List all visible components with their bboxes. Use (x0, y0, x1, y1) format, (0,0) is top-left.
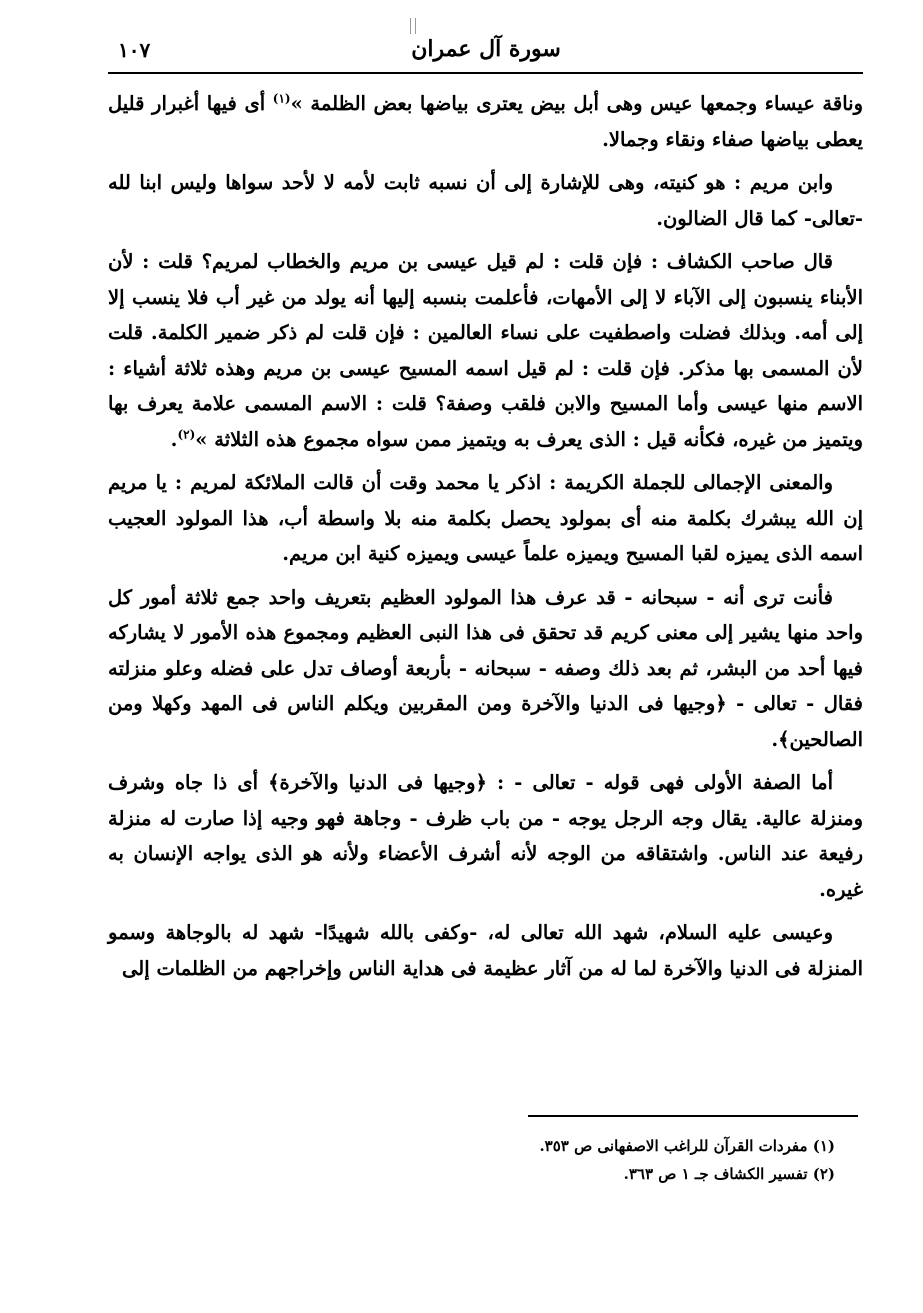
header-divider (108, 72, 863, 74)
footnote-divider (528, 1115, 858, 1117)
paragraph-text: أى فيها أغبرار قليل يعطى بياضها صفاء ونقاء وجمالا. (108, 92, 863, 151)
footnotes (300, 1132, 835, 1188)
page-header (110, 30, 862, 70)
surah-title: سورة آل عمران (411, 36, 561, 62)
paragraph-7: وعيسى عليه السلام، شهد الله تعالى له، -وكفى بالله شهيدًا- شهد له بالوجاهة وسمو المنزلة فى الدنيا والآخرة لما له من آثار عظيمة فى هداية الناس وإخراجهم من الظلمات إلى (108, 921, 863, 980)
paragraph-3 (108, 244, 863, 457)
paragraph-text: قال صاحب الكشاف : فإن قلت : لم قيل عيسى بن مريم والخطاب لمريم؟ قلت : لأن الأبناء ينسبون إلى الآباء لا إلى الأمهات، فأعلمت بنسبه إليها أنه يولد من غير أب فلا ينسب إلا إلى أمه. وبذلك فضلت واصطفيت على نساء العالمين : فإن قلت لم ذكر ضمير الكلمة. قلت لأن المسمى بها مذكر. فإن قلت : لم قيل اسمه المسيح عيسى بن مريم وهذه ثلاثة أشياء : الاسم منها عيسى وأما المسيح والابن فلقب وصفة؟ قلت : الاسم المسمى علامة يعرف بها ويتميز من غيره، فكأنه قيل : الذى يعرف به ويتميز ممن سواه مجموع هذه الثلاثة » (108, 250, 863, 451)
paragraph-text: . (170, 427, 178, 451)
paragraph-5: فأنت ترى أنه - سبحانه - قد عرف هذا المولود العظيم بتعريف واحد جمع ثلاثة أمور كل واحد منها يشير إلى معنى كريم قد تحقق فى هذا النبى العظيم ومجموع هذه الأمور لا يشاركه فيها أحد من البشر، ثم بعد ذلك وصفه - سبحانه - بأربعة أوصاف تدل على فضله وعلو منزلته فقال - تعالى - ﴿وجيها فى الدنيا والآخرة ومن المقربين ويكلم الناس فى المهد وكهلا ومن الصالحين﴾. (108, 585, 863, 751)
paragraph-text: وناقة عيساء وجمعها عيس وهى أبل بيض يعترى بياضها بعض الظلمة » (290, 92, 863, 115)
paragraph-1 (108, 86, 863, 157)
footnote-1: (١) مفردات القرآن للراغب الاصفهانى ص ٣٥٣. (539, 1137, 835, 1155)
footnote-ref-1: (١) (272, 91, 291, 106)
paragraph-2: وابن مريم : هو كنيته، وهى للإشارة إلى أن نسبه ثابت لأمه لا لأحد سواها وليس ابنا لله -تعالى- كما قال الضالون. (108, 171, 863, 230)
footnote-ref-2: (٢) (177, 427, 196, 441)
main-text (108, 86, 863, 994)
paragraph-6: أما الصفة الأولى فهى قوله - تعالى - : ﴿وجيها فى الدنيا والآخرة﴾ أى ذا جاه وشرف ومنزلة عالية. يقال وجه الرجل يوجه - من باب ظرف - وجاهة فهو وجيه إذا صارت له منزلة رفيعة عند الناس. واشتقاقه من الوجه لأنه أشرف الأعضاء ولأنه هو الذى يواجه الإنسان به غيره. (108, 771, 863, 901)
page-number: ١٠٧ (118, 38, 151, 62)
footnote-2: (٢) تفسير الكشاف جـ ١ ص ٣٦٣. (623, 1165, 835, 1183)
paragraph-4: والمعنى الإجمالى للجملة الكريمة : اذكر يا محمد وقت أن قالت الملائكة لمريم : يا مريم إن الله يبشرك بكلمة منه أى بمولود يحصل بكلمة منه بلا واسطة أب، هذا المولود العجيب اسمه الذى يميزه لقبا المسيح ويميزه علماً عيسى ويميزه كنية ابن مريم. (108, 471, 863, 565)
